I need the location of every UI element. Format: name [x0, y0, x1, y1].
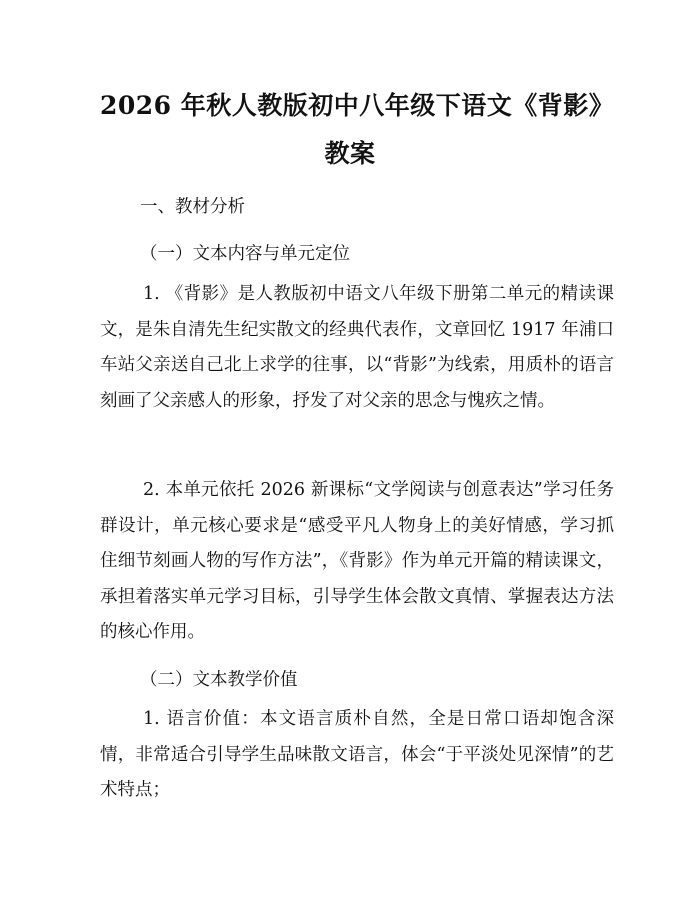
subsection-heading-content-positioning: （一）文本内容与单元定位 — [140, 244, 350, 264]
paragraph-3: 1. 语言价值：本文语言质朴自然，全是日常口语却饱含深情，非常适合引导学生品味散文语言，体会“于平淡处见深情”的艺术特点； — [100, 709, 614, 800]
paragraph-2: 2. 本单元依托 2026 新课标“文学阅读与创意表达”学习任务群设计，单元核心要求是“感受平凡人物身上的美好情感，学习抓住细节刻画人物的写作方法”，《背影》作为单元开篇的精读课文，承担着落实单元学习目标，引导学生体会散文真情、掌握表达方法的核心作用。 — [100, 480, 614, 642]
paragraph-1: 1. 《背影》是人教版初中语文八年级下册第二单元的精读课文，是朱自清先生纪实散文的经典代表作，文章回忆 1917 年浦口车站父亲送自己北上求学的往事，以“背影”为线索，用质朴的语言刻画了父亲感人的形象，抒发了对父亲的思念与愧疚之情。 — [100, 284, 614, 411]
document-title-line2: 教案 — [324, 139, 376, 168]
subsection-heading-teaching-value: （二）文本教学价值 — [140, 670, 298, 690]
document-title-line1: 2026 年秋人教版初中八年级下语文《背影》 — [100, 91, 615, 120]
section-heading-textbook-analysis: 一、教材分析 — [140, 197, 245, 217]
